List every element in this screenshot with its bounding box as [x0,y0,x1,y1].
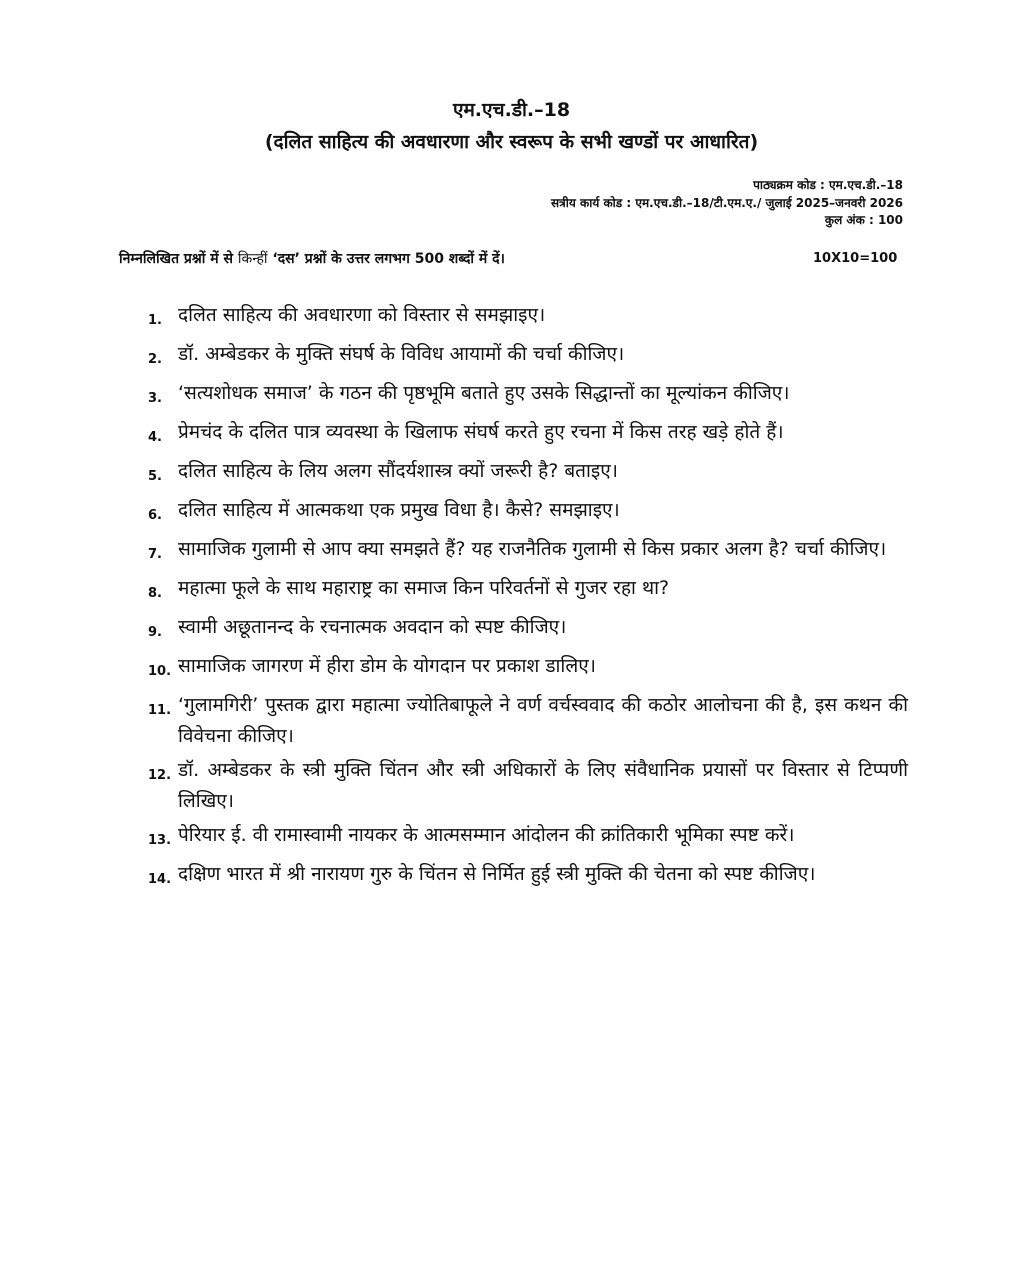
course-code: पाठ्यक्रम कोड : एम.एच.डी.–18 [753,178,903,192]
question-number: 9. [148,625,162,640]
question-text: दलित साहित्य के लिय अलग सौंदर्यशास्त्र क्यों जरूरी है? बताइए। [178,460,618,482]
question-text: डॉ. अम्बेडकर के मुक्ति संघर्ष के विविध आयामों की चर्चा कीजिए। [178,343,625,365]
question-number: 1. [148,313,162,328]
question-text: ‘सत्यशोधक समाज’ के गठन की पृष्ठभूमि बताते हुए उसके सिद्धान्तों का मूल्यांकन कीजिए। [178,382,790,404]
question-number: 3. [148,391,162,406]
question-list [148,300,908,898]
question-text: पेरियार ई. वी रामास्वामी नायकर के आत्मसम्मान आंदोलन की क्रांतिकारी भूमिका स्पष्ट करें। [178,824,795,846]
question-item [148,378,908,414]
question-number: 2. [148,352,162,367]
question-item [148,859,908,895]
question-item [148,339,908,375]
question-text: दक्षिण भारत में श्री नारायण गुरु के चिंतन से निर्मित हुई स्त्री मुक्ति की चेतना को स्पष्ट कीजिए। [178,863,816,885]
question-item [148,456,908,492]
instruction-text [119,249,505,268]
document-title: एम.एच.डी.–18 [452,99,571,121]
question-text: स्वामी अछूतानन्द के रचनात्मक अवदान को स्पष्ट कीजिए। [178,616,567,638]
question-number: 10. [148,664,172,679]
question-number: 6. [148,508,162,523]
question-item [148,417,908,453]
question-text: सामाजिक जागरण में हीरा डोम के योगदान पर प्रकाश डालिए। [178,655,596,677]
question-text: ‘गुलामगिरी’ पुस्तक द्वारा महात्मा ज्योतिबाफूले ने वर्ण वर्चस्ववाद की कठोर आलोचना की है, इस कथन की विवेचना कीजिए। [178,694,908,747]
question-number: 8. [148,586,162,601]
question-item [148,755,908,817]
question-item [148,651,908,687]
question-text: डॉ. अम्बेडकर के स्त्री मुक्ति चिंतन और स्त्री अधिकारों के लिए संवैधानिक प्रयासों पर विस्तार से टिप्पणी लिखिए। [178,759,908,812]
question-text: प्रेमचंद के दलित पात्र व्यवस्था के खिलाफ संघर्ष करते हुए रचना में किस तरह खड़े होते हैं। [178,421,784,443]
question-item [148,573,908,609]
question-item [148,534,908,570]
question-item [148,612,908,648]
document-subtitle: (दलित साहित्य की अवधारणा और स्वरूप के सभी खण्डों पर आधारित) [264,131,759,153]
question-item [148,820,908,856]
question-number: 4. [148,430,162,445]
assignment-code: सत्रीय कार्य कोड : एम.एच.डी.–18/टी.एम.ए./ जुलाई 2025–जनवरी 2026 [551,196,903,210]
question-text: दलित साहित्य की अवधारणा को विस्तार से समझाइए। [178,304,546,326]
instruction-part-1: निम्नलिखित प्रश्नों में से [119,251,238,267]
question-number: 7. [148,547,162,562]
question-text: सामाजिक गुलामी से आप क्या समझते हैं? यह राजनैतिक गुलामी से किस प्रकार अलग है? चर्चा कीजिए। [178,538,887,560]
question-number: 13. [148,833,172,848]
total-marks: कुल अंक : 100 [824,213,903,227]
question-item [148,690,908,752]
instruction-part-3: ‘दस’ प्रश्नों के उत्तर लगभग 500 शब्दों में दें। [267,251,505,267]
marks-formula: 10X10=100 [813,251,898,266]
question-number: 5. [148,469,162,484]
question-number: 11. [148,703,172,718]
question-text: महात्मा फूले के साथ महाराष्ट्र का समाज किन परिवर्तनों से गुजर रहा था? [178,577,670,599]
question-number: 12. [148,768,172,783]
question-item [148,495,908,531]
question-item [148,300,908,336]
question-text: दलित साहित्य में आत्मकथा एक प्रमुख विधा है। कैसे? समझाइए। [178,499,620,521]
question-number: 14. [148,872,172,887]
instruction-part-2: किन्हीं [237,251,268,267]
